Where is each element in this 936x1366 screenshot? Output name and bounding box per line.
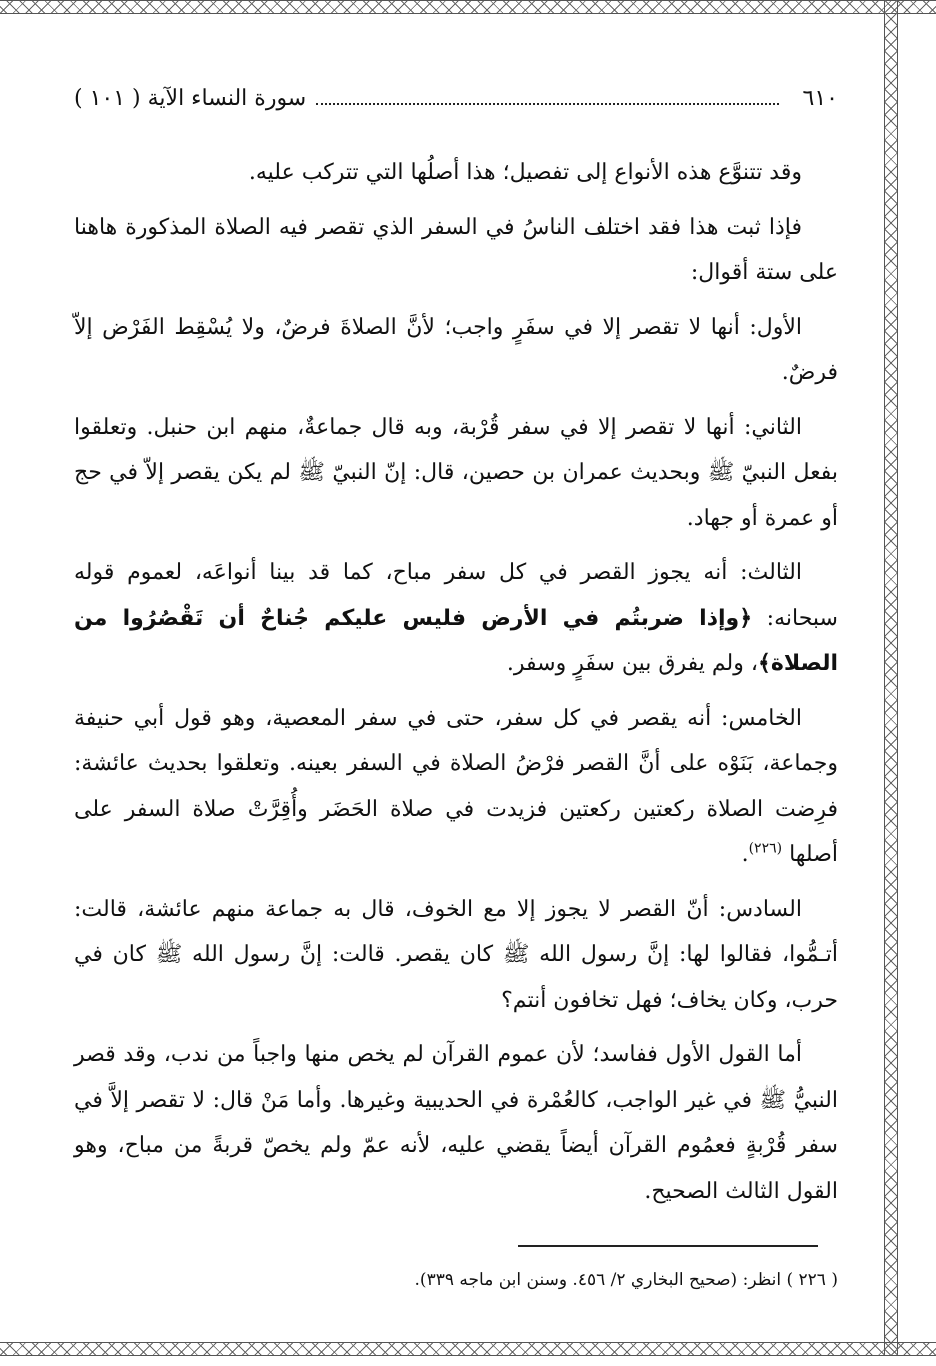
footnote: ( ٢٢٦ ) انظر: (صحيح البخاري ٢/ ٤٥٦. وسنن ابن ماجه ٣٣٩). [414,1270,838,1290]
paragraph-text: الخامس: أنه يقصر في كل سفر، حتى في سفر المعصية، وهو قول أبي حنيفة وجماعة، بَنَوْه على أنَّ القصر فرْضُ الصلاة في السفر بعينه. وتعلقوا بحديث عائشة: فرِضت الصلاة ركعتين ركعتين فزيدت في صلاة الحَضَر وأُقِرَّتْ صلاة السفر على أصلها [74,705,838,867]
running-title: سورة النساء الآية ( ١٠١ ) [74,85,307,111]
decorative-border-right [884,0,898,1356]
decorative-border-top [0,0,936,14]
paragraph-text: وقد تتنوَّع هذه الأنواع إلى تفصيل؛ هذا أصلُها التي تتركب عليه. [248,160,802,185]
paragraph-text: أما القول الأول ففاسد؛ لأن عموم القرآن لم يخص منها واجباً من ندب، وقد قصر النبيُّ ﷺ في غير الواجب، كالعُمْرة في الحديبية وغيرها. وأما مَنْ قال: لا تقصر إلاَّ في سفر قُرْبةٍ فعمُوم القرآن أيضاً يقضي عليه، لأنه عمّ ولم يخصّ قربةً من مباح، وهو القول الثالث الصحيح. [74,1042,838,1204]
page-number: ٦١٠ [802,85,838,111]
footnote-reference: (٢٢٦) [748,840,783,857]
paragraph [74,887,838,1024]
paragraph-text: السادس: أنّ القصر لا يجوز إلا مع الخوف، قال به جماعة منهم عائشة، قالت: أتـمُّوا، فقالوا لها: إنَّ رسول الله ﷺ كان يقصر. قالت: إنَّ رسول الله ﷺ كان في حرب، وكان يخاف؛ فهل تخافون أنتم؟ [74,896,838,1013]
quran-verse: ﴿وإذا ضربتُم في الأرض فليس عليكم جُناحٌ أن تَقْصُرُوا من الصلاة﴾ [74,605,838,676]
paragraph [74,305,838,396]
page-header [74,78,838,118]
body-text [74,150,838,1223]
footnote-separator [518,1245,818,1247]
paragraph-text: الثاني: أنها لا تقصر إلا في سفر قُرْبة، وبه قال جماعةٌ، منهم ابن حنبل. وتعلقوا بفعل النبيّ ﷺ وبحديث عمران بن حصين، قال: إنّ النبيّ ﷺ لم يكن يقصر إلاّ في حج أو عمرة أو جهاد. [74,414,838,531]
paragraph [74,696,838,878]
paragraph [74,205,838,296]
header-dotted-leader [316,103,778,105]
paragraph-text: . [741,842,749,867]
paragraph-text: فإذا ثبت هذا فقد اختلف الناسُ في السفر الذي تقصر فيه الصلاة المذكورة هاهنا على ستة أقوال: [74,214,838,285]
paragraph-text: الثالث: أنه يجوز القصر في كل سفر مباح، كما قد بينا أنواعَه، لعموم قوله سبحانه: [74,560,838,631]
paragraph [74,150,838,196]
paragraph-text: الأول: أنها لا تقصر إلا في سفَرٍ واجب؛ لأنَّ الصلاةَ فرضٌ، ولا يُسْقِط الفَرْض إلاّ فرضٌ. [74,314,838,385]
decorative-border-bottom [0,1342,936,1356]
paragraph [74,405,838,542]
paragraph [74,550,838,687]
paragraph [74,1032,838,1214]
paragraph-text: ، ولم يفرق بين سفَرٍ وسفر. [506,651,758,676]
